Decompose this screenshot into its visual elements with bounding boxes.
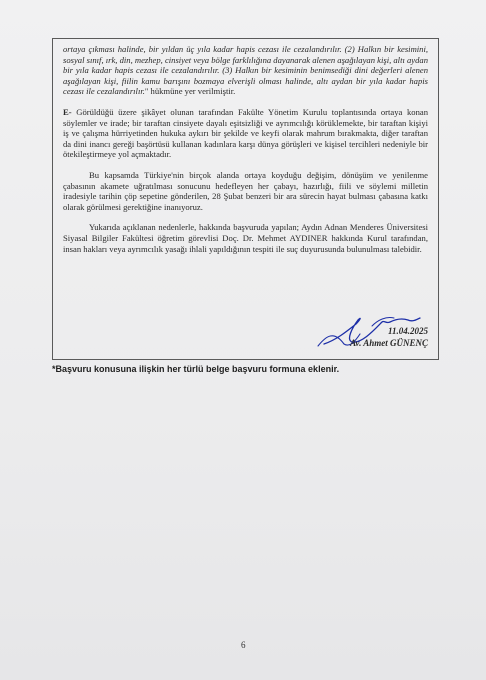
- signature-name: Av. Ahmet GÜNENÇ: [350, 338, 428, 348]
- section-e-text: Görüldüğü üzere şikâyet olunan tarafından Fakülte Yönetim Kurulu toplantısında ortaya konan söylemler ve irade; bir taraftan cinsiyete dayalı eşitsizliği ve ayrımcılığı körüklemekte, bir taraftan kişiyi iş ve çalışma hürriyetinden hukuka aykırı bir şekilde ve keyfi olarak mahrum bırakmakta, diğer taraftan da dini inancı gereği başörtüsü kullanan kadınlara karşı dünya görüşleri ve kişisel tercihleri nedeniyle bir ötekileştirmeye yol açmaktadır.: [63, 106, 428, 160]
- paragraph-2: Bu kapsamda Türkiye'nin birçok alanda ortaya koyduğu değişim, dönüşüm ve yenilenme çabasının akamete uğratılması sonucunu hedefleyen her çabayı, hazırlığı, fiili ve söylemi milletin iradesiyle tarihin çöp sepetine gönderilen, 28 Şubat benzeri bir ara sürecin hayat bulması çabasına katkı olarak görülmesi gerektiğine inanıyoruz.: [63, 169, 428, 212]
- quote-paragraph: [63, 44, 428, 97]
- quoted-law-text: ortaya çıkması halinde, bir yıldan üç yıla kadar hapis cezası ile cezalandırılır. (2) Halkın bir kesimini, sosyal sınıf, ırk, din, mezhep, cinsiyet veya bölge farklılığına dayanarak alenen aşağılayan kişi, altı aydan bir yıla kadar hapis cezası ile cezalandırılır. (3) Halkın bir kesiminin benimsediği dini değerleri alenen aşağılayan kişi, fiilin kamu barışını bozmaya elverişli olması halinde, altı aydan bir yıla kadar hapis cezası ile cezalandırılır.: [63, 44, 428, 97]
- form-frame: [52, 38, 439, 360]
- signature-block: [308, 314, 428, 354]
- form-body: [63, 44, 428, 254]
- page-number: 6: [241, 640, 246, 650]
- section-e-paragraph: [63, 107, 428, 160]
- quote-tail: " hükmüne yer verilmiştir.: [144, 86, 236, 97]
- paragraph-3: Yukarıda açıklanan nedenlerle, hakkında başvuruda yapılan; Aydın Adnan Menderes Üniversitesi Siyasal Bilgiler Fakültesi öğretim görevlisi Doç. Dr. Mehmet AYDINER hakkında Kurul tarafından, insan hakları veya ayrımcılık yasağı ihlali yapıldığının tespiti ile suç duyurusunda bulunulması talebidir.: [63, 222, 428, 254]
- footnote: *Başvuru konusuna ilişkin her türlü belge başvuru formuna eklenir.: [52, 364, 340, 374]
- signature-date: 11.04.2025: [387, 326, 428, 336]
- section-e-label: E-: [63, 106, 72, 117]
